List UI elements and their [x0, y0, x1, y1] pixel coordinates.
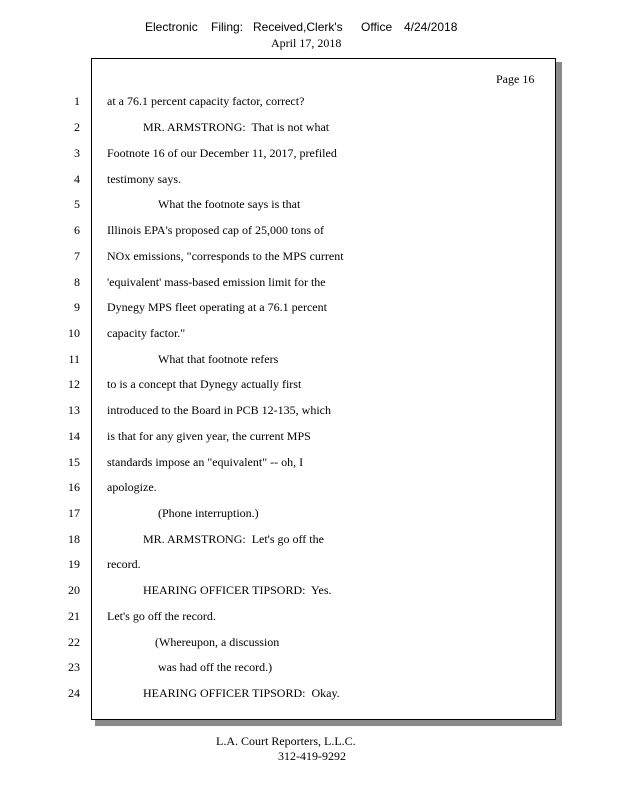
line-text: (Phone interruption.)	[158, 506, 259, 520]
line-text: Dynegy MPS fleet operating at a 76.1 percent	[107, 300, 327, 314]
line-text: 'equivalent' mass-based emission limit for the	[107, 275, 326, 289]
line-number: 13	[68, 403, 80, 417]
line-number: 2	[74, 120, 80, 134]
line-text: Footnote 16 of our December 11, 2017, prefiled	[107, 146, 337, 160]
line-number: 15	[68, 455, 80, 469]
line-text: HEARING OFFICER TIPSORD: Okay.	[143, 686, 340, 700]
stamp-received-clerks: Received,Clerk's	[253, 20, 343, 34]
line-number: 7	[74, 249, 80, 263]
line-text: What the footnote says is that	[158, 197, 301, 211]
line-text: (Whereupon, a discussion	[155, 635, 280, 649]
line-number: 19	[68, 557, 80, 571]
line-number: 12	[68, 377, 80, 391]
line-text: MR. ARMSTRONG: That is not what	[143, 120, 330, 134]
line-text: at a 76.1 percent capacity factor, correct?	[107, 94, 305, 108]
stamp-electronic: Electronic	[145, 20, 198, 34]
line-text: MR. ARMSTRONG: Let's go off the	[143, 532, 324, 546]
footer-company: L.A. Court Reporters, L.L.C.	[216, 734, 356, 748]
stamp-filing: Filing:	[211, 20, 244, 34]
line-text: Illinois EPA's proposed cap of 25,000 tons of	[107, 223, 325, 237]
line-text: is that for any given year, the current MPS	[107, 429, 311, 443]
line-text: introduced to the Board in PCB 12-135, which	[107, 403, 331, 417]
line-text: to is a concept that Dynegy actually first	[107, 377, 302, 391]
line-number: 5	[74, 197, 80, 211]
line-number: 6	[74, 223, 80, 237]
line-number: 1	[74, 94, 80, 108]
line-number: 20	[68, 583, 80, 597]
line-number: 9	[74, 300, 80, 314]
line-text: testimony says.	[107, 172, 181, 186]
line-text: capacity factor."	[107, 326, 186, 340]
line-number: 11	[68, 352, 80, 366]
line-number: 14	[68, 429, 80, 443]
line-number: 18	[68, 532, 80, 546]
line-text: Let's go off the record.	[107, 609, 216, 623]
line-text: was had off the record.)	[158, 660, 273, 674]
stamp-date: 4/24/2018	[404, 20, 458, 34]
line-text: HEARING OFFICER TIPSORD: Yes.	[143, 583, 332, 597]
line-text: NOx emissions, "corresponds to the MPS current	[107, 249, 344, 263]
line-text: apologize.	[107, 480, 157, 494]
line-text: What that footnote refers	[158, 352, 279, 366]
line-text: record.	[107, 557, 141, 571]
line-text: standards impose an "equivalent" -- oh, I	[107, 455, 304, 469]
hearing-date: April 17, 2018	[271, 36, 342, 50]
line-number: 10	[68, 326, 80, 340]
line-number: 24	[68, 686, 80, 700]
line-number: 21	[68, 609, 80, 623]
line-number: 8	[74, 275, 80, 289]
stamp-office: Office	[361, 20, 393, 34]
line-number: 22	[68, 635, 80, 649]
footer-phone: 312-419-9292	[278, 749, 346, 763]
line-number: 3	[74, 146, 80, 160]
line-number: 16	[68, 480, 80, 494]
line-number: 4	[74, 172, 80, 186]
line-number: 17	[68, 506, 80, 520]
line-number: 23	[68, 660, 80, 674]
page-number: Page 16	[496, 72, 535, 86]
